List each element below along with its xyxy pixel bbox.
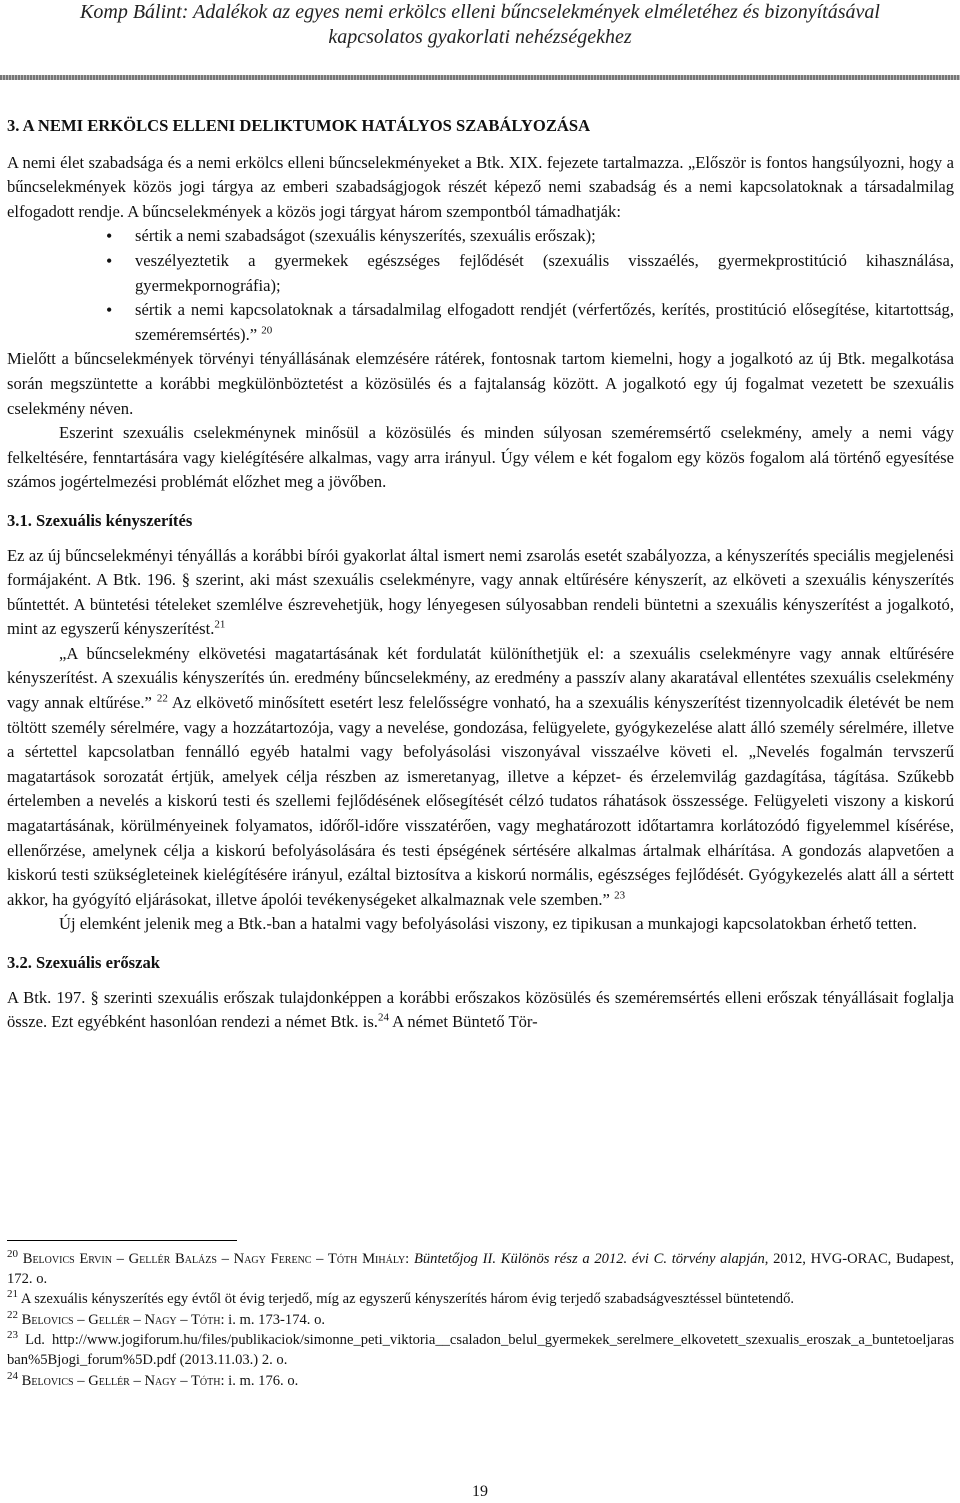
bullet-item-1 xyxy=(135,224,954,249)
footnote-number-22: 22 xyxy=(7,1308,18,1321)
intro-paragraph-3: Eszerint szexuális cselekménynek minősül a közösülés és minden súlyosan szeméremsértő cselekmény, amely a nemi vágy felkeltésére, fenntartására vagy kielégítésére alkalmas, vagy arra irányul. Úgy vélem e két fogalom egy közös fogalom alá történő egyesítése számos jogértelmezési problémát előzhet meg a jövőben. xyxy=(7,423,954,492)
section-3-1-paragraph-2 xyxy=(7,642,954,913)
section-3-1-p1-text: Ez az új bűncselekményi tényállás a korábbi bírói gyakorlat által ismert nemi zsarolás esetét szabályozza, a kényszerítés speciális megjelenési formájaként. A Btk. 196. § szerint, aki mást szexuális cselekményre, vagy annak eltűrésére kényszerít, az elköveti a szexuális kényszerítés bűntettét. A büntetési tételeket szemlélve észrevehetjük, hogy lényegesen súlyosabban rendeli büntetni a szexuális kényszerítést a jogalkotó, mint az egyszerű kényszerítést. xyxy=(7,545,954,639)
main-content xyxy=(7,114,954,1035)
bullet-list xyxy=(7,224,954,347)
section-3-1-p2-text: Az elkövető minősített esetért lesz felelősségre vonható, ha a szexuális kényszerítést tizennyolcadik életévét be nem töltött személy sérelmére, vagy a hozzátartozója, vagy a nevelése, gondozása, felügyelete, gyógykezelése alatt álló személy sérelmére, illetve a sértettel kapcsolatban fennálló egyéb hatalmi vagy befolyásolási viszonyával visszaélve követi el. „Nevelés fogalmán tervszerű magatartások sorozatát értjük, amelyek célja részben az ismeretanyag, illetve a képzet- és érzelemvilág gazdagítása, tágítása. Szűkebb értelemben a nevelés a kiskorú testi és szellemi fejlődésének elősegítését célzó tudatos ráhatások összessége. Felügyeleti viszony a kiskorú magatartásának, körülményeinek folyamatos, időről-időre visszatérően, vagy meghatározott időtartamra korlátozódó figyelemmel kísérése, ellenőrzése, amelynek célja a kiskorú befolyásolására és testi épségének sértésére alkalmas ártalmak elhárítása. A gondozás alapvetően a kiskorú testi szükségleteinek kielégítésére irányul, ezáltal biztosítva a kiskorú normális, egészséges fejlődését. Gyógykezelés alatt áll a sértett akkor, ha gyógyító eljárásokat, illetve ápolói tevékenységeket alkalmaznak vele szemben.” xyxy=(7,693,954,909)
footnote-number-20: 20 xyxy=(7,1248,18,1261)
footnote-22 xyxy=(7,1308,954,1331)
section-3-1-title: 3.1. Szexuális kényszerítés xyxy=(7,510,193,530)
footnote-20-title: Büntetőjog II. Különös rész a 2012. évi C. törvény alapján xyxy=(413,1251,765,1267)
bullet-item-3 xyxy=(135,298,954,347)
section-3-2-p1-continue: A német Büntető Tör- xyxy=(392,1012,538,1032)
footnote-ref-20[interactable]: 20 xyxy=(261,324,273,337)
header-line-2: kapcsolatos gyakorlati nehézségekhez xyxy=(328,26,632,48)
section-3-2-paragraph-1 xyxy=(7,986,954,1035)
bullet-item-2 xyxy=(135,249,954,298)
footnote-ref-22[interactable]: 22 xyxy=(156,692,168,705)
footnote-20-authors: Belovics Ervin – Gellér Balázs – Nagy Ferenc – Tóth Mihály xyxy=(22,1251,406,1267)
footnote-24-rest: : i. m. 176. o. xyxy=(220,1372,299,1389)
footnote-20-rest: , 2012, HVG-ORAC, Budapest, 172. o. xyxy=(7,1251,955,1287)
header-line-1: Komp Bálint: Adalékok az egyes nemi erkölcs elleni bűncselekmények elméletéhez és bizonyításával xyxy=(80,1,880,23)
section-3-1-p2-quote: „A bűncselekmény elkövetési magatartásának két fordulatát különíthetjük el: a szexuális cselekményre vagy annak eltűrésére kényszerítést. A szexuális kényszerítés ún. eredmény bűncselekmény, az eredmény a passzív alany akaratával ellentétes szexuális cselekmény vagy annak eltűrése.” xyxy=(7,643,954,713)
intro-paragraph-1: A nemi élet szabadsága és a nemi erkölcs elleni bűncselekményeket a Btk. XIX. fejezete tartalmazza. „Először is fontos hangsúlyozni, hogy a bűncselekmények közös jogi tárgya az emberi szabadságjogok részét képező nemi szabadság és a nemi kapcsolatoknak a társadalmilag elfogadott rendje. A bűncselekmények a közös jogi tárgyat három szempontból támadhatják: xyxy=(7,152,954,221)
bullet-text-1: sértik a nemi szabadságot (szexuális kényszerítés, szexuális erőszak); xyxy=(135,226,596,246)
footnote-ref-24[interactable]: 24 xyxy=(377,1011,389,1024)
footnote-24 xyxy=(7,1369,954,1392)
footnote-23 xyxy=(7,1331,954,1370)
footnote-21 xyxy=(7,1290,954,1310)
footnote-number-24: 24 xyxy=(7,1369,18,1382)
footnote-separator xyxy=(7,1240,237,1241)
section-3-1-paragraph-1 xyxy=(7,544,954,642)
footnote-ref-23[interactable]: 23 xyxy=(614,889,626,902)
footnote-number-23: 23 xyxy=(7,1329,18,1342)
chapter-title: 3. A NEMI ERKÖLCS ELLENI DELIKTUMOK HATÁLYOS SZABÁLYOZÁSA xyxy=(7,116,591,135)
footnote-number-21: 21 xyxy=(7,1288,18,1301)
bullet-text-2: veszélyeztetik a gyermekek egészséges fejlődését (szexuális visszaélés, gyermekprostitúció kihasználása, gyermekpornográfia); xyxy=(135,250,954,295)
footnote-22-rest: : i. m. 173-174. o. xyxy=(220,1311,326,1328)
footnote-22-authors: Belovics – Gellér – Nagy – Tóth xyxy=(21,1311,221,1328)
running-header xyxy=(0,0,960,50)
footnote-20: $^{20}$ Belovics Ervin – Gellér Balázs – Nagy Ferenc – Tóth Mihály: Büntetőjog II. Különös rész a 2012. évi C. törvény alapján, 2012, HVG-ORAC, Budapest, 172. o. xyxy=(7,1248,955,1287)
footnote-ref-21[interactable]: 21 xyxy=(214,618,226,631)
section-3-2-title: 3.2. Szexuális erőszak xyxy=(7,953,161,972)
footnotes xyxy=(7,1250,954,1392)
footnote-24-authors: Belovics – Gellér – Nagy – Tóth xyxy=(21,1372,221,1389)
header-rule xyxy=(0,75,960,80)
section-3-1-paragraph-3: Új elemként jelenik meg a Btk.-ban a hatalmi vagy befolyásolási viszony, ez tipikusan a munkajogi kapcsolatokban érhető tetten. xyxy=(59,914,917,934)
bullet-text-3: sértik a nemi kapcsolatoknak a társadalmilag elfogadott rendjét (vérfertőzés, kerítés, prostitúció elősegítése, kitartottság, szeméremsértés).” xyxy=(135,300,954,344)
intro-paragraph-2: Mielőtt a bűncselekmények törvényi tényállásának elemzésére rátérek, fontosnak tartom kiemelni, hogy a jogalkotó az új Btk. megalkotása során megszüntette a korábbi megkülönböztetést a közösülés és a fajtalanság között. A jogalkotó egy új fogalmat vezetett be szexuális cselekmény néven. xyxy=(7,349,954,418)
footnote-21-text: A szexuális kényszerítés egy évtől öt évig terjedő, míg az egyszerű kényszerítés három évig terjedő szabadságvesztéssel büntetendő. xyxy=(20,1291,795,1308)
section-3-2-p1-text: A Btk. 197. § szerinti szexuális erőszak tulajdonképpen a korábbi erőszakos közösülés és szeméremsértés elleni erőszak tényállásait foglalja össze. Ezt egyébként hasonlóan rendezi a német Btk. is. xyxy=(7,987,954,1032)
page-number: 19 xyxy=(472,1483,488,1500)
footnote-23-text[interactable]: Ld. http://www.jogiforum.hu/files/publikaciok/simonne_peti_viktoria__csaladon_belul_gyermekek_serelmere_elkovetett_szexualis_eroszak_a_buntetoeljarasban%5Bjogi_forum%5D.pdf (2013.11.03.) 2. o. xyxy=(7,1332,954,1368)
